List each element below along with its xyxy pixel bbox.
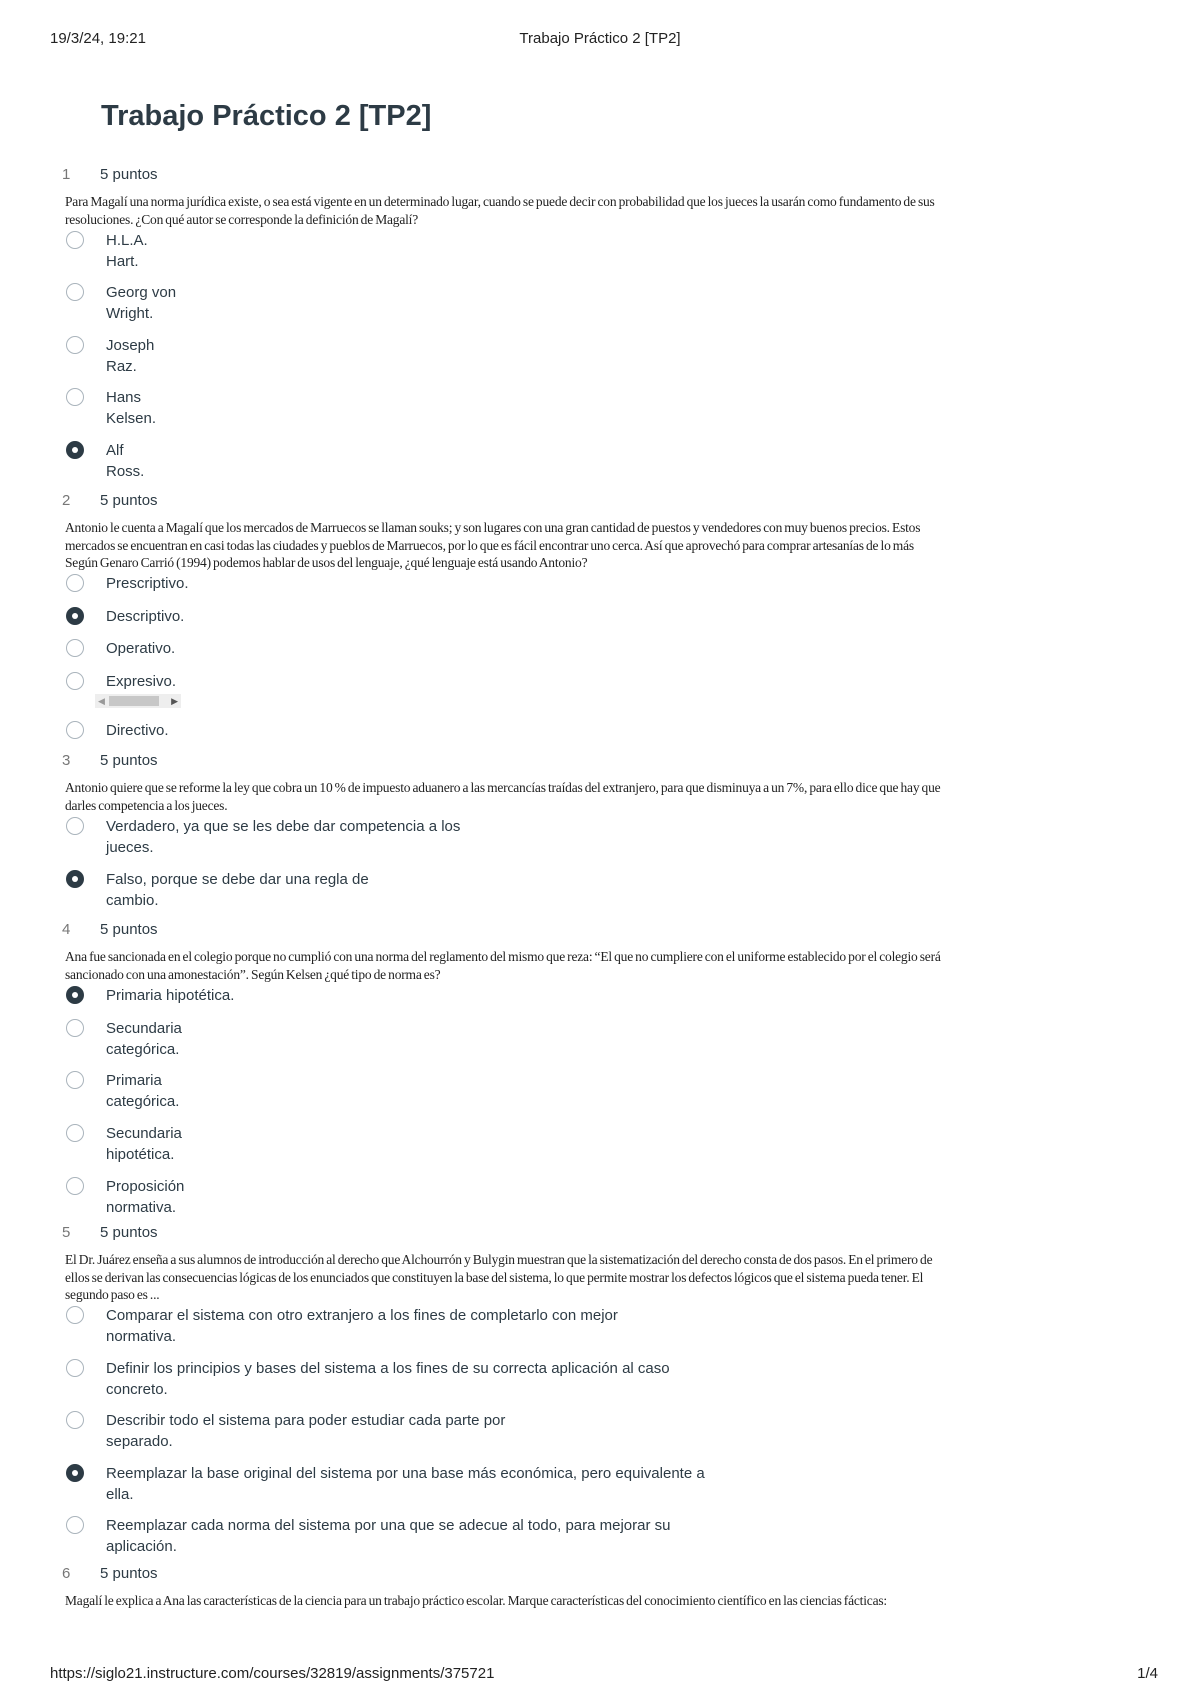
question-number: 1	[62, 166, 71, 183]
answer-option-label: Proposición normativa.	[106, 1178, 185, 1216]
print-page-number: 1/4	[1137, 1665, 1158, 1682]
question-text: Antonio le cuenta a Magalí que los mercados de Marruecos se llaman souks; y son lugares con una gran cantidad de puestos y vendedores con muy buenos precios. Estos mercados se encuentran en casi todas las ciudades y pueblos de Marruecos, por lo que es fácil encontrar uno cerca. Así que aprovechó para comprar artesanías de lo más Según Genaro Carrió (1994) podemos hablar de usos del lenguaje, ¿qué lenguaje está usando Antonio?	[65, 520, 921, 570]
radio-button[interactable]	[66, 721, 84, 739]
answer-option-label: Hans Kelsen.	[106, 389, 157, 427]
question-text: Para Magalí una norma jurídica existe, o sea está vigente en un determinado lugar, cuando se puede decir con probabilidad que los jueces la usarán como fundamento de sus resoluciones. ¿Con qué autor se corresponde la definición de Magalí?	[65, 194, 935, 227]
radio-button[interactable]	[66, 336, 84, 354]
page-title: Trabajo Práctico 2 [TP2]	[101, 100, 432, 132]
question-number: 6	[62, 1565, 71, 1582]
question-number: 5	[62, 1224, 71, 1241]
question-text: Antonio quiere que se reforme la ley que cobra un 10 % de impuesto aduanero a las mercancías traídas del extranjero, para que disminuya a un 7%, para ello dice que hay que darles competencia a los jueces.	[65, 780, 941, 813]
question-header	[62, 1565, 158, 1582]
radio-button[interactable]	[66, 1516, 84, 1534]
answer-option-label: Describir todo el sistema para poder estudiar cada parte por separado.	[106, 1412, 506, 1450]
radio-button[interactable]	[66, 1177, 84, 1195]
radio-button[interactable]	[66, 1411, 84, 1429]
scroll-left-arrow-icon[interactable]: ◀	[98, 696, 105, 706]
question-points: 5 puntos	[100, 752, 158, 769]
answer-option-label: Georg von Wright.	[106, 284, 177, 322]
question-points: 5 puntos	[100, 921, 158, 938]
radio-button[interactable]	[66, 574, 84, 592]
answer-option-label: Verdadero, ya que se les debe dar competencia a los jueces.	[106, 818, 461, 856]
answer-option-label: Primaria categórica.	[106, 1072, 180, 1110]
answer-option-label: Definir los principios y bases del sistema a los fines de su correcta aplicación al caso concreto.	[106, 1360, 670, 1398]
question-text: El Dr. Juárez enseña a sus alumnos de introducción al derecho que Alchourrón y Bulygin muestran que la sistematización del derecho consta de dos pasos. En el primero de ellos se derivan las consecuencias lógicas de los enunciados que constituyen la base del sistema, lo que permite mostrar los defectos lógicos que el sistema pueda tener. El segundo paso es ...	[65, 1252, 933, 1302]
question-header	[62, 1224, 158, 1241]
radio-button[interactable]	[66, 1124, 84, 1142]
radio-button[interactable]	[66, 639, 84, 657]
answer-option-label: Directivo.	[106, 722, 169, 739]
answer-option-label: Secundaria hipotética.	[106, 1125, 182, 1163]
question-points: 5 puntos	[100, 1224, 158, 1241]
answer-option-label: Alf Ross.	[106, 442, 145, 480]
question-text: Ana fue sancionada en el colegio porque no cumplió con una norma del reglamento del mismo que reza: “El que no cumpliere con el uniforme establecido por el colegio será sancionado con una amonestación”. Según Kelsen ¿qué tipo de norma es?	[65, 949, 941, 982]
answer-option-label: Operativo.	[106, 640, 176, 657]
radio-button-selected[interactable]	[66, 441, 84, 459]
answer-option-label: Falso, porque se debe dar una regla de cambio.	[106, 871, 369, 909]
answer-option-label: Joseph Raz.	[106, 337, 155, 375]
print-datetime: 19/3/24, 19:21	[50, 30, 146, 47]
answer-option-label: Primaria hipotética.	[106, 987, 235, 1004]
question-header	[62, 492, 158, 509]
radio-button-selected[interactable]	[66, 986, 84, 1004]
question-number: 2	[62, 492, 71, 509]
print-url: https://siglo21.instructure.com/courses/32819/assignments/375721	[50, 1665, 495, 1682]
answer-option-label: Expresivo.	[106, 673, 177, 690]
question-header	[62, 752, 158, 769]
answer-option-label: Reemplazar la base original del sistema por una base más económica, pero equivalente a ella.	[106, 1465, 705, 1503]
radio-button-selected[interactable]	[66, 607, 84, 625]
answer-option-label: Reemplazar cada norma del sistema por una que se adecue al todo, para mejorar su aplicación.	[106, 1517, 671, 1555]
question-text: Magalí le explica a Ana las características de la ciencia para un trabajo práctico escolar. Marque características del conocimiento científico en las ciencias fácticas:	[65, 1593, 887, 1608]
question-header	[62, 921, 158, 938]
question-points: 5 puntos	[100, 492, 158, 509]
print-doc-title: Trabajo Práctico 2 [TP2]	[519, 30, 681, 47]
radio-button[interactable]	[66, 672, 84, 690]
radio-button[interactable]	[66, 388, 84, 406]
radio-button-selected[interactable]	[66, 870, 84, 888]
question-number: 3	[62, 752, 71, 769]
answer-option-label: Secundaria categórica.	[106, 1020, 182, 1058]
radio-button[interactable]	[66, 1071, 84, 1089]
radio-button[interactable]	[66, 231, 84, 249]
answer-option-label: Comparar el sistema con otro extranjero a los fines de completarlo con mejor normativa.	[106, 1307, 618, 1345]
radio-button[interactable]	[66, 817, 84, 835]
radio-button[interactable]	[66, 283, 84, 301]
question-points: 5 puntos	[100, 166, 158, 183]
answer-option-label: H.L.A. Hart.	[106, 232, 148, 270]
scrollbar-thumb[interactable]	[109, 696, 159, 706]
question-points: 5 puntos	[100, 1565, 158, 1582]
radio-button[interactable]	[66, 1019, 84, 1037]
radio-button-selected[interactable]	[66, 1464, 84, 1482]
answer-option-label: Descriptivo.	[106, 608, 185, 625]
answer-option-label: Prescriptivo.	[106, 575, 189, 592]
radio-button[interactable]	[66, 1359, 84, 1377]
question-header	[62, 166, 158, 183]
radio-button[interactable]	[66, 1306, 84, 1324]
horizontal-scrollbar[interactable]	[95, 694, 181, 708]
scroll-right-arrow-icon[interactable]: ▶	[171, 696, 178, 706]
question-number: 4	[62, 921, 71, 938]
